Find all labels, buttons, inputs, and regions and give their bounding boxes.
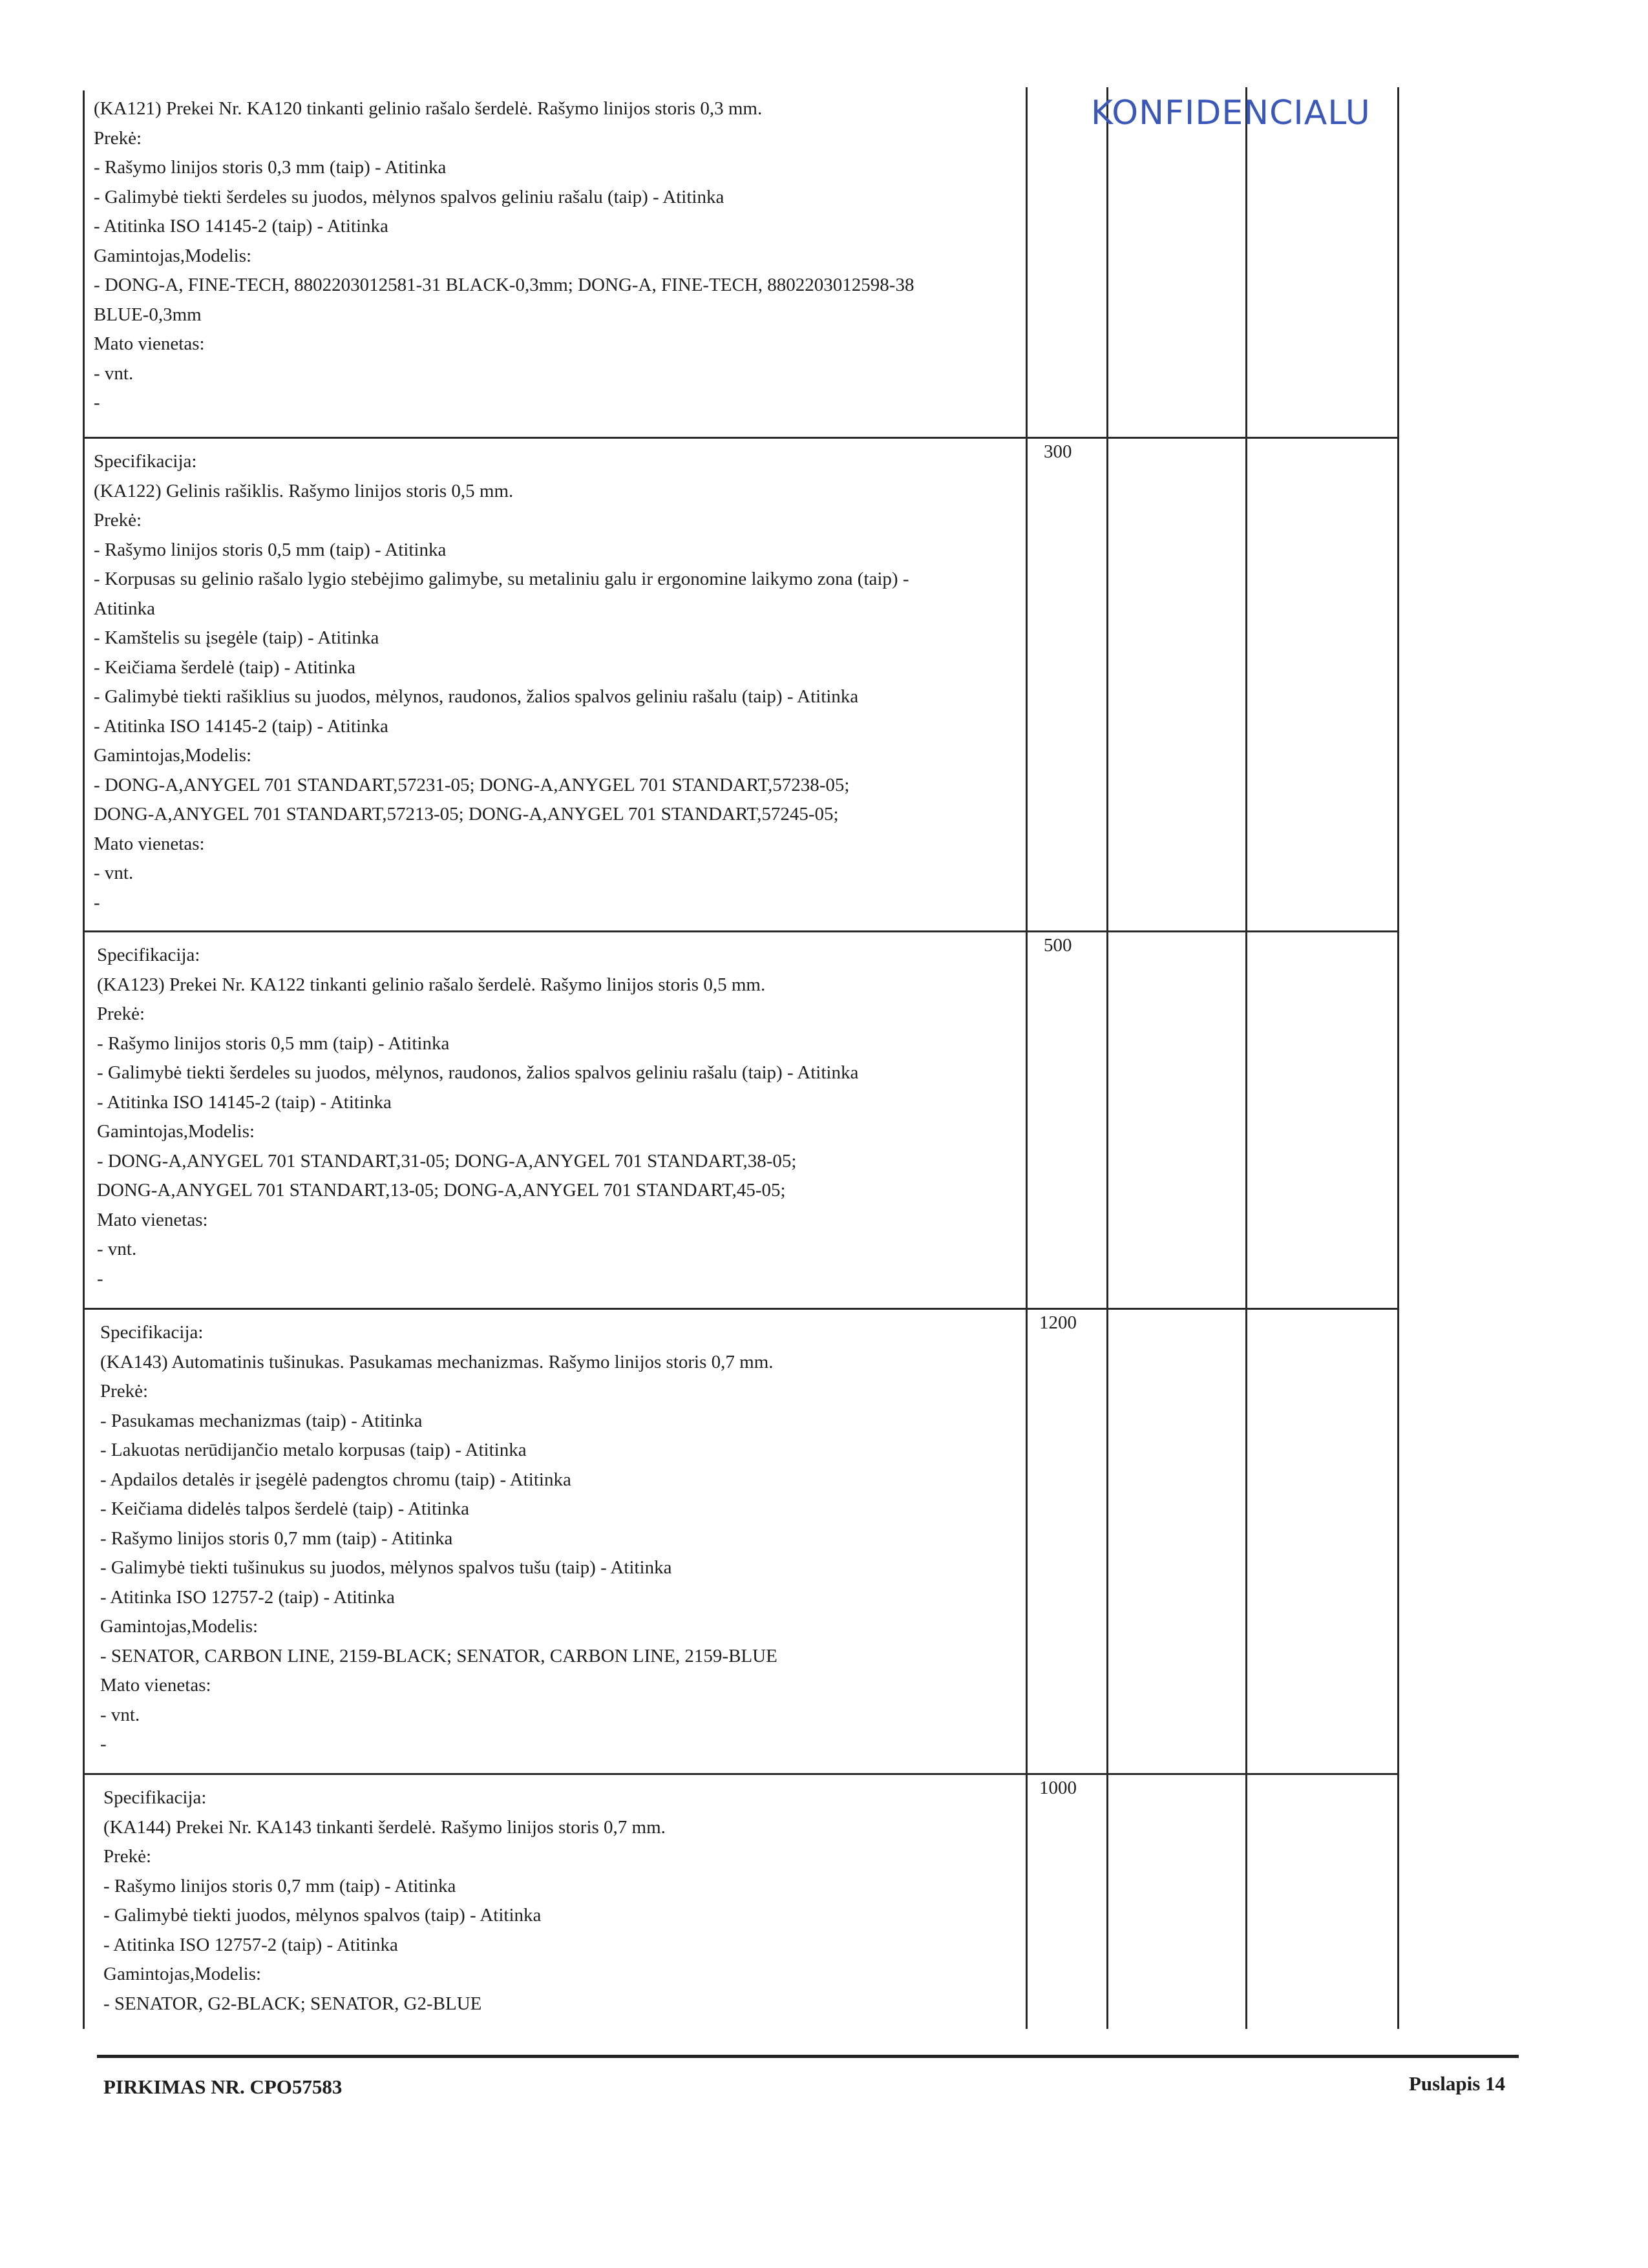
table-column-divider-3 [1245,87,1247,2029]
spec-line: Mato vienetas: [94,333,205,354]
quantity-cell: 300 [1044,441,1072,462]
spec-line: - [94,892,100,913]
table-row [103,1783,666,2019]
spec-line: - Atitinka ISO 14145-2 (taip) - Atitinka [94,216,388,236]
spec-line: Gamintojas,Modelis: [100,1616,259,1637]
quantity-cell: 500 [1044,935,1072,956]
spec-line: - vnt. [94,362,134,384]
spec-line: - Galimybė tiekti juodos, mėlynos spalvos (taip) - Atitinka [103,1905,542,1926]
quantity-cell: 1000 [1039,1778,1077,1798]
spec-line: DONG-A,ANYGEL 701 STANDART,57213-05; DONG-A,ANYGEL 701 STANDART,57245-05; [94,804,839,824]
spec-line: - Rašymo linijos storis 0,7 mm (taip) - Atitinka [100,1528,453,1549]
spec-line: - Atitinka ISO 14145-2 (taip) - Atitinka [94,715,388,737]
spec-line: Gamintojas,Modelis: [94,745,252,766]
spec-line: - Keičiama šerdelė (taip) - Atitinka [94,656,356,678]
spec-line: Prekė: [100,1381,149,1402]
spec-line: - DONG-A, FINE-TECH, 8802203012581-31 BLACK-0,3mm; DONG-A, FINE-TECH, 8802203012598-38 [94,275,914,295]
spec-line: - Kamštelis su įsegėle (taip) - Atitinka [94,627,379,648]
table-column-divider-1 [1026,87,1028,2029]
spec-line: - Atitinka ISO 12757-2 (taip) - Atitinka [100,1586,395,1608]
spec-line: - Galimybė tiekti rašiklius su juodos, mėlynos, raudonos, žalios spalvos geliniu rašalu (taip) - Atitinka [94,686,859,707]
spec-line: (KA143) Automatinis tušinukas. Pasukamas mechanizmas. Rašymo linijos storis 0,7 mm. [100,1351,774,1372]
spec-line: - [94,392,100,413]
spec-line: - Galimybė tiekti tušinukus su juodos, mėlynos spalvos tušu (taip) - Atitinka [100,1557,672,1578]
spec-line: (KA144) Prekei Nr. KA143 tinkanti šerdelė. Rašymo linijos storis 0,7 mm. [103,1816,666,1838]
confidential-stamp: KONFIDENCIALU [1091,94,1371,132]
spec-line: - Keičiama didelės talpos šerdelė (taip) - Atitinka [100,1498,469,1519]
procurement-number: PIRKIMAS NR. CPO57583 [103,2075,343,2098]
table-left-border [83,90,85,2029]
spec-line: - Rašymo linijos storis 0,5 mm (taip) - Atitinka [94,539,447,560]
row-separator-2 [83,930,1399,932]
spec-line: - vnt. [94,863,134,883]
spec-line: - Rašymo linijos storis 0,7 mm (taip) - Atitinka [103,1875,456,1896]
spec-line: - DONG-A,ANYGEL 701 STANDART,57231-05; DONG-A,ANYGEL 701 STANDART,57238-05; [94,774,850,795]
spec-line: - [100,1734,107,1754]
spec-line: Prekė: [94,127,142,149]
spec-line: Mato vienetas: [100,1675,211,1696]
spec-line: - vnt. [100,1704,140,1725]
spec-line: Mato vienetas: [94,833,205,854]
spec-line: - vnt. [97,1239,137,1259]
spec-line: (KA121) Prekei Nr. KA120 tinkanti gelinio rašalo šerdelė. Rašymo linijos storis 0,3 mm. [94,98,763,119]
spec-line: Mato vienetas: [97,1209,208,1230]
spec-line: - SENATOR, G2-BLACK; SENATOR, G2-BLUE [103,1993,482,2014]
spec-line: - Korpusas su gelinio rašalo lygio stebėjimo galimybe, su metaliniu galu ir ergonomine laikymo zona (taip) - [94,569,909,589]
spec-line: - DONG-A,ANYGEL 701 STANDART,31-05; DONG-A,ANYGEL 701 STANDART,38-05; [97,1150,797,1171]
spec-line: Specifikacija: [100,1322,204,1343]
spec-line: Specifikacija: [94,451,197,472]
table-row [94,94,914,418]
spec-line: Prekė: [103,1846,152,1867]
spec-line: DONG-A,ANYGEL 701 STANDART,13-05; DONG-A,ANYGEL 701 STANDART,45-05; [97,1180,786,1201]
spec-line: Prekė: [94,510,142,530]
spec-line: Specifikacija: [103,1787,207,1808]
page-number: Puslapis 14 [1409,2072,1506,2095]
spec-line: - Apdailos detalės ir įsegėlė padengtos chromu (taip) - Atitinka [100,1469,571,1490]
spec-line: Specifikacija: [97,945,200,965]
footer-rule [97,2055,1519,2058]
spec-line: - Rašymo linijos storis 0,3 mm (taip) - Atitinka [94,157,447,178]
row-separator-1 [83,437,1399,439]
table-column-divider-2 [1106,87,1108,2029]
spec-line: - Atitinka ISO 14145-2 (taip) - Atitinka [97,1091,392,1113]
spec-line: - SENATOR, CARBON LINE, 2159-BLACK; SENATOR, CARBON LINE, 2159-BLUE [100,1645,777,1666]
spec-line: (KA123) Prekei Nr. KA122 tinkanti gelinio rašalo šerdelė. Rašymo linijos storis 0,5 mm. [97,974,766,995]
row-separator-3 [83,1308,1399,1310]
table-row [94,447,909,918]
spec-line: Atitinka [94,598,156,619]
spec-line: Gamintojas,Modelis: [94,245,252,266]
spec-line: Gamintojas,Modelis: [103,1964,262,1984]
table-row [97,941,858,1294]
spec-line: Prekė: [97,1003,145,1024]
spec-line: - Galimybė tiekti šerdeles su juodos, mėlynos spalvos geliniu rašalu (taip) - Atitinka [94,186,724,207]
spec-line: - [97,1268,103,1289]
quantity-cell: 1200 [1039,1312,1077,1333]
row-separator-4 [83,1773,1399,1775]
table-right-border [1397,87,1399,2029]
spec-line: BLUE-0,3mm [94,304,202,325]
spec-line: - Pasukamas mechanizmas (taip) - Atitinka [100,1410,423,1431]
spec-line: Gamintojas,Modelis: [97,1121,255,1142]
spec-line: (KA122) Gelinis rašiklis. Rašymo linijos storis 0,5 mm. [94,480,514,501]
table-row [100,1318,777,1759]
spec-line: - Lakuotas nerūdijančio metalo korpusas (taip) - Atitinka [100,1440,527,1460]
spec-line: - Galimybė tiekti šerdeles su juodos, mėlynos, raudonos, žalios spalvos geliniu rašalu (taip) - Atitinka [97,1062,859,1083]
spec-line: - Rašymo linijos storis 0,5 mm (taip) - Atitinka [97,1033,450,1054]
spec-line: - Atitinka ISO 12757-2 (taip) - Atitinka [103,1934,398,1955]
